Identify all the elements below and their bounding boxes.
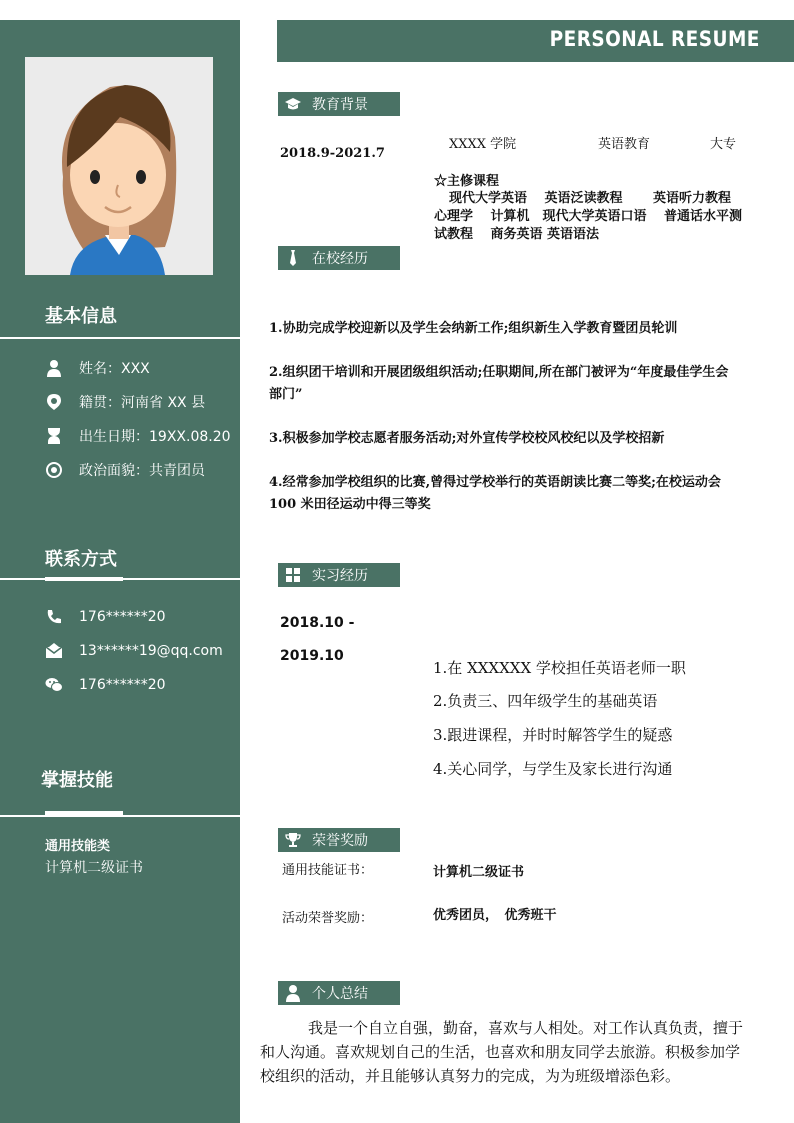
info-political-text: 政治面貌：共青团员 bbox=[79, 463, 205, 479]
education-period: 2018.9-2021.7 bbox=[280, 146, 385, 161]
contact-wechat bbox=[45, 676, 166, 694]
summary-title: 个人总结 bbox=[312, 986, 368, 1002]
skills-item: 计算机二级证书 bbox=[45, 860, 143, 876]
education-header bbox=[278, 92, 400, 116]
skills-divider bbox=[0, 815, 240, 817]
contact-phone-text: 176******20 bbox=[79, 609, 166, 625]
phone-icon bbox=[45, 608, 63, 626]
graduation-cap-icon bbox=[284, 95, 302, 113]
basic-info-divider bbox=[0, 337, 240, 339]
internship-header bbox=[278, 563, 400, 587]
info-birthday bbox=[45, 426, 231, 446]
honors-header bbox=[278, 828, 400, 852]
courses-line-3: 试教程 商务英语 英语语法 bbox=[434, 227, 600, 242]
avatar bbox=[25, 57, 213, 275]
location-icon bbox=[45, 393, 63, 411]
honors-label: 活动荣誉奖励： bbox=[282, 911, 374, 926]
political-icon bbox=[45, 461, 63, 479]
trophy-icon bbox=[284, 831, 302, 849]
courses-line-1: 现代大学英语 英语泛读教程 英语听力教程 bbox=[449, 191, 732, 206]
skills-title: 掌握技能 bbox=[41, 770, 113, 791]
internship-period-end: 2019.10 bbox=[280, 648, 344, 664]
education-title: 教育背景 bbox=[312, 97, 368, 113]
skills-category: 通用技能类 bbox=[45, 839, 111, 854]
internship-item: 2.负责三、四年级学生的基础英语 bbox=[433, 692, 658, 710]
campus-item: 3.积极参加学校志愿者服务活动;对外宣传学校校风校纪以及学校招新 bbox=[269, 431, 665, 446]
internship-period-start: 2018.10 - bbox=[280, 615, 355, 631]
resume-title: PERSONAL RESUME bbox=[549, 27, 760, 51]
info-birthday-text: 出生日期：19XX.08.20 bbox=[79, 429, 231, 445]
contact-phone bbox=[45, 608, 166, 626]
internship-item: 3.跟进课程，并时时解答学生的疑惑 bbox=[433, 726, 673, 744]
campus-item: 4.经常参加学校组织的比赛,曾得过学校举行的英语朗读比赛二等奖;在校运动会 100 米田径运动中得三等奖 bbox=[269, 475, 721, 512]
info-political bbox=[45, 460, 205, 480]
summary-header bbox=[278, 981, 400, 1005]
campus-item: 1.协助完成学校迎新以及学生会纳新工作;组织新生入学教育暨团员轮训 bbox=[269, 321, 678, 336]
campus-header bbox=[278, 246, 400, 270]
campus-item: 2.组织团干培训和开展团级组织活动;任职期间,所在部门被评为“年度最佳学生会部门” bbox=[269, 365, 729, 402]
education-degree: 大专 bbox=[710, 137, 737, 152]
info-hometown bbox=[45, 392, 205, 412]
campus-title: 在校经历 bbox=[312, 251, 368, 267]
basic-info-title: 基本信息 bbox=[45, 306, 117, 327]
person-icon bbox=[284, 984, 302, 1002]
windows-icon bbox=[284, 566, 302, 584]
hourglass-icon bbox=[45, 427, 63, 445]
honors-value: 优秀团员， 优秀班干 bbox=[433, 908, 557, 923]
info-name bbox=[45, 358, 150, 378]
courses-line-2: 心理学 计算机 现代大学英语口语 普通话水平测 bbox=[434, 209, 743, 224]
avatar-illustration bbox=[25, 57, 213, 275]
tie-icon bbox=[284, 249, 302, 267]
honors-value: 计算机二级证书 bbox=[433, 865, 525, 880]
internship-item: 4.关心同学，与学生及家长进行沟通 bbox=[433, 760, 673, 778]
wechat-icon bbox=[45, 676, 63, 694]
honors-label: 通用技能证书： bbox=[282, 863, 374, 878]
courses-title: ☆主修课程 bbox=[434, 174, 500, 189]
sidebar bbox=[0, 20, 240, 1123]
info-name-text: 姓名：XXX bbox=[79, 361, 150, 377]
education-school: XXXX 学院 bbox=[449, 137, 517, 152]
internship-item: 1.在 XXXXXX 学校担任英语老师一职 bbox=[433, 659, 686, 677]
email-icon bbox=[45, 642, 63, 660]
contact-email bbox=[45, 642, 223, 660]
contact-title: 联系方式 bbox=[45, 549, 117, 570]
education-major: 英语教育 bbox=[598, 137, 651, 152]
contact-email-text: 13******19@qq.com bbox=[79, 643, 223, 659]
user-icon bbox=[45, 359, 63, 377]
internship-title: 实习经历 bbox=[312, 568, 368, 584]
info-hometown-text: 籍贯：河南省 XX 县 bbox=[79, 395, 206, 411]
contact-accent bbox=[45, 577, 123, 581]
contact-wechat-text: 176******20 bbox=[79, 677, 166, 693]
summary-text: 我是一个自立自强，勤奋，喜欢与人相处。对工作认真负责，擅于和人沟通。喜欢规划自己的生活，也喜欢和朋友同学去旅游。积极参加学校组织的活动，并且能够认真努力的完成，为为班级增添色彩。 bbox=[260, 1019, 744, 1085]
header-banner bbox=[277, 20, 794, 62]
honors-title: 荣誉奖励 bbox=[312, 833, 368, 849]
